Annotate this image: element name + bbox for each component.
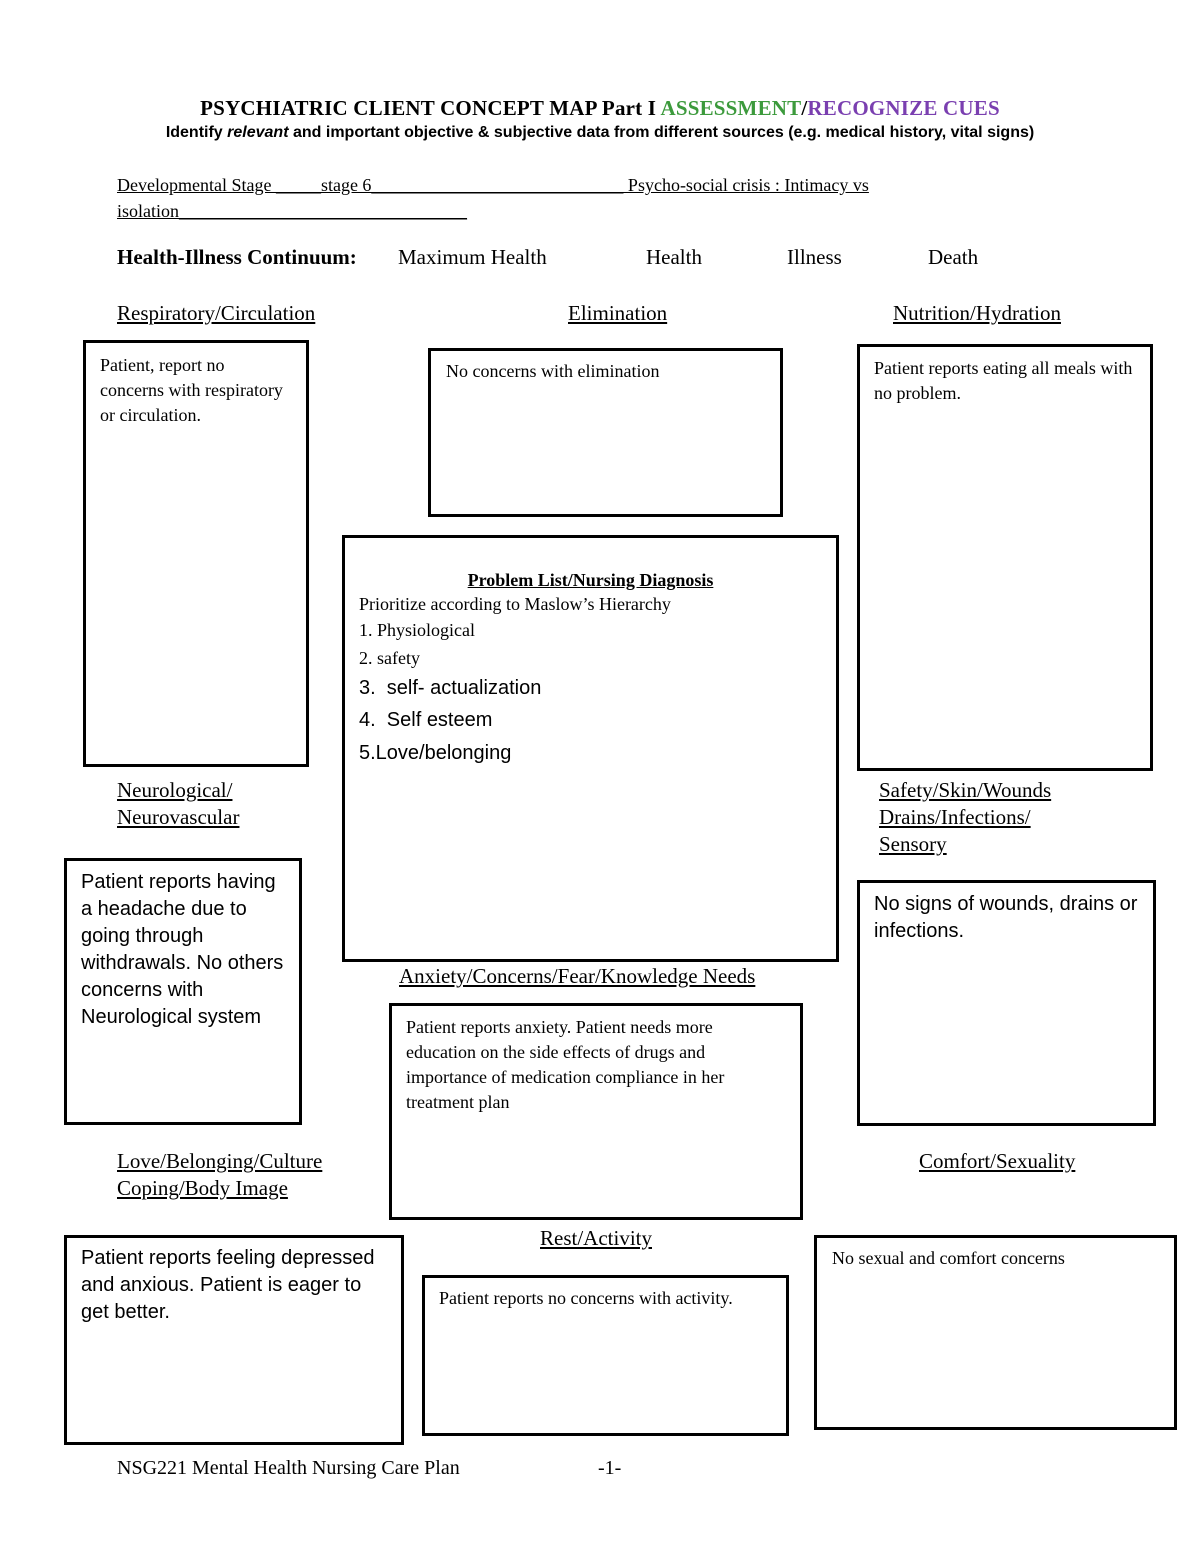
neurological-text: Patient reports having a headache due to going through withdrawals. No others concerns with Neurological system (81, 871, 289, 1028)
problem-item-1: 1. Physiological (359, 620, 475, 640)
anxiety-text: Patient reports anxiety. Patient needs more education on the side effects of drugs and importance of medication compliance in her treatment plan (406, 1017, 729, 1112)
respiratory-heading: Respiratory/Circulation (117, 301, 316, 325)
title-assessment: ASSESSMENT (660, 96, 802, 120)
comfort-text: No sexual and comfort concerns (832, 1248, 1065, 1268)
continuum-death: Death (928, 245, 979, 269)
continuum-illness: Illness (787, 245, 842, 269)
problem-item-4: 4. Self esteem (359, 709, 493, 731)
continuum-label: Health-Illness Continuum: (117, 245, 357, 269)
title-recognize-cues: RECOGNIZE CUES (807, 96, 1000, 120)
problem-list-box (342, 535, 839, 962)
rest-heading: Rest/Activity (540, 1226, 652, 1250)
problem-item-2: 2. safety (359, 648, 420, 668)
page-subtitle: Identify relevant and important objective & subjective data from different sources (e.g. medical history, vital signs) (165, 124, 1035, 141)
footer-course: NSG221 Mental Health Nursing Care Plan (117, 1457, 460, 1479)
nutrition-text: Patient reports eating all meals with no problem. (874, 358, 1137, 403)
nutrition-heading: Nutrition/Hydration (893, 301, 1061, 325)
elimination-heading: Elimination (568, 301, 668, 325)
problem-list-subheading: Prioritize according to Maslow’s Hierarchy (359, 594, 671, 614)
love-belonging-box (64, 1235, 404, 1445)
safety-heading: Safety/Skin/Wounds Drains/Infections/ Sensory (879, 778, 1052, 856)
love-belonging-text: Patient reports feeling depressed and anxious. Patient is eager to get better. (81, 1247, 381, 1323)
neurological-heading: Neurological/ Neurovascular (117, 778, 240, 829)
comfort-box (814, 1235, 1177, 1430)
safety-box (857, 880, 1156, 1126)
comfort-heading: Comfort/Sexuality (919, 1149, 1076, 1173)
problem-item-3: 3. self- actualization (359, 677, 542, 699)
respiratory-text: Patient, report no concerns with respiratory or circulation. (100, 355, 288, 425)
continuum-health: Health (646, 245, 702, 269)
problem-list-heading: Problem List/Nursing Diagnosis (467, 570, 714, 590)
page-number: -1- (598, 1457, 622, 1479)
rest-box (422, 1275, 789, 1436)
nutrition-box (857, 344, 1153, 771)
developmental-stage: Developmental Stage _____stage 6____________________________ Psycho-social crisis : Intimacy vs isolation________________________________ (117, 175, 869, 221)
elimination-text: No concerns with elimination (446, 361, 660, 381)
rest-text: Patient reports no concerns with activity. (439, 1288, 733, 1308)
respiratory-box (83, 340, 309, 767)
safety-text: No signs of wounds, drains or infections. (874, 893, 1144, 942)
problem-item-5: 5.Love/belonging (359, 742, 512, 764)
anxiety-heading: Anxiety/Concerns/Fear/Knowledge Needs (399, 964, 756, 988)
anxiety-box (389, 1003, 803, 1220)
neurological-box (64, 858, 302, 1125)
continuum-maximum-health: Maximum Health (398, 245, 547, 269)
page-title: PSYCHIATRIC CLIENT CONCEPT MAP Part I ASSESSMENT/RECOGNIZE CUES (200, 96, 1000, 120)
love-belonging-heading: Love/Belonging/Culture Coping/Body Image (117, 1149, 323, 1200)
elimination-box (428, 348, 783, 517)
